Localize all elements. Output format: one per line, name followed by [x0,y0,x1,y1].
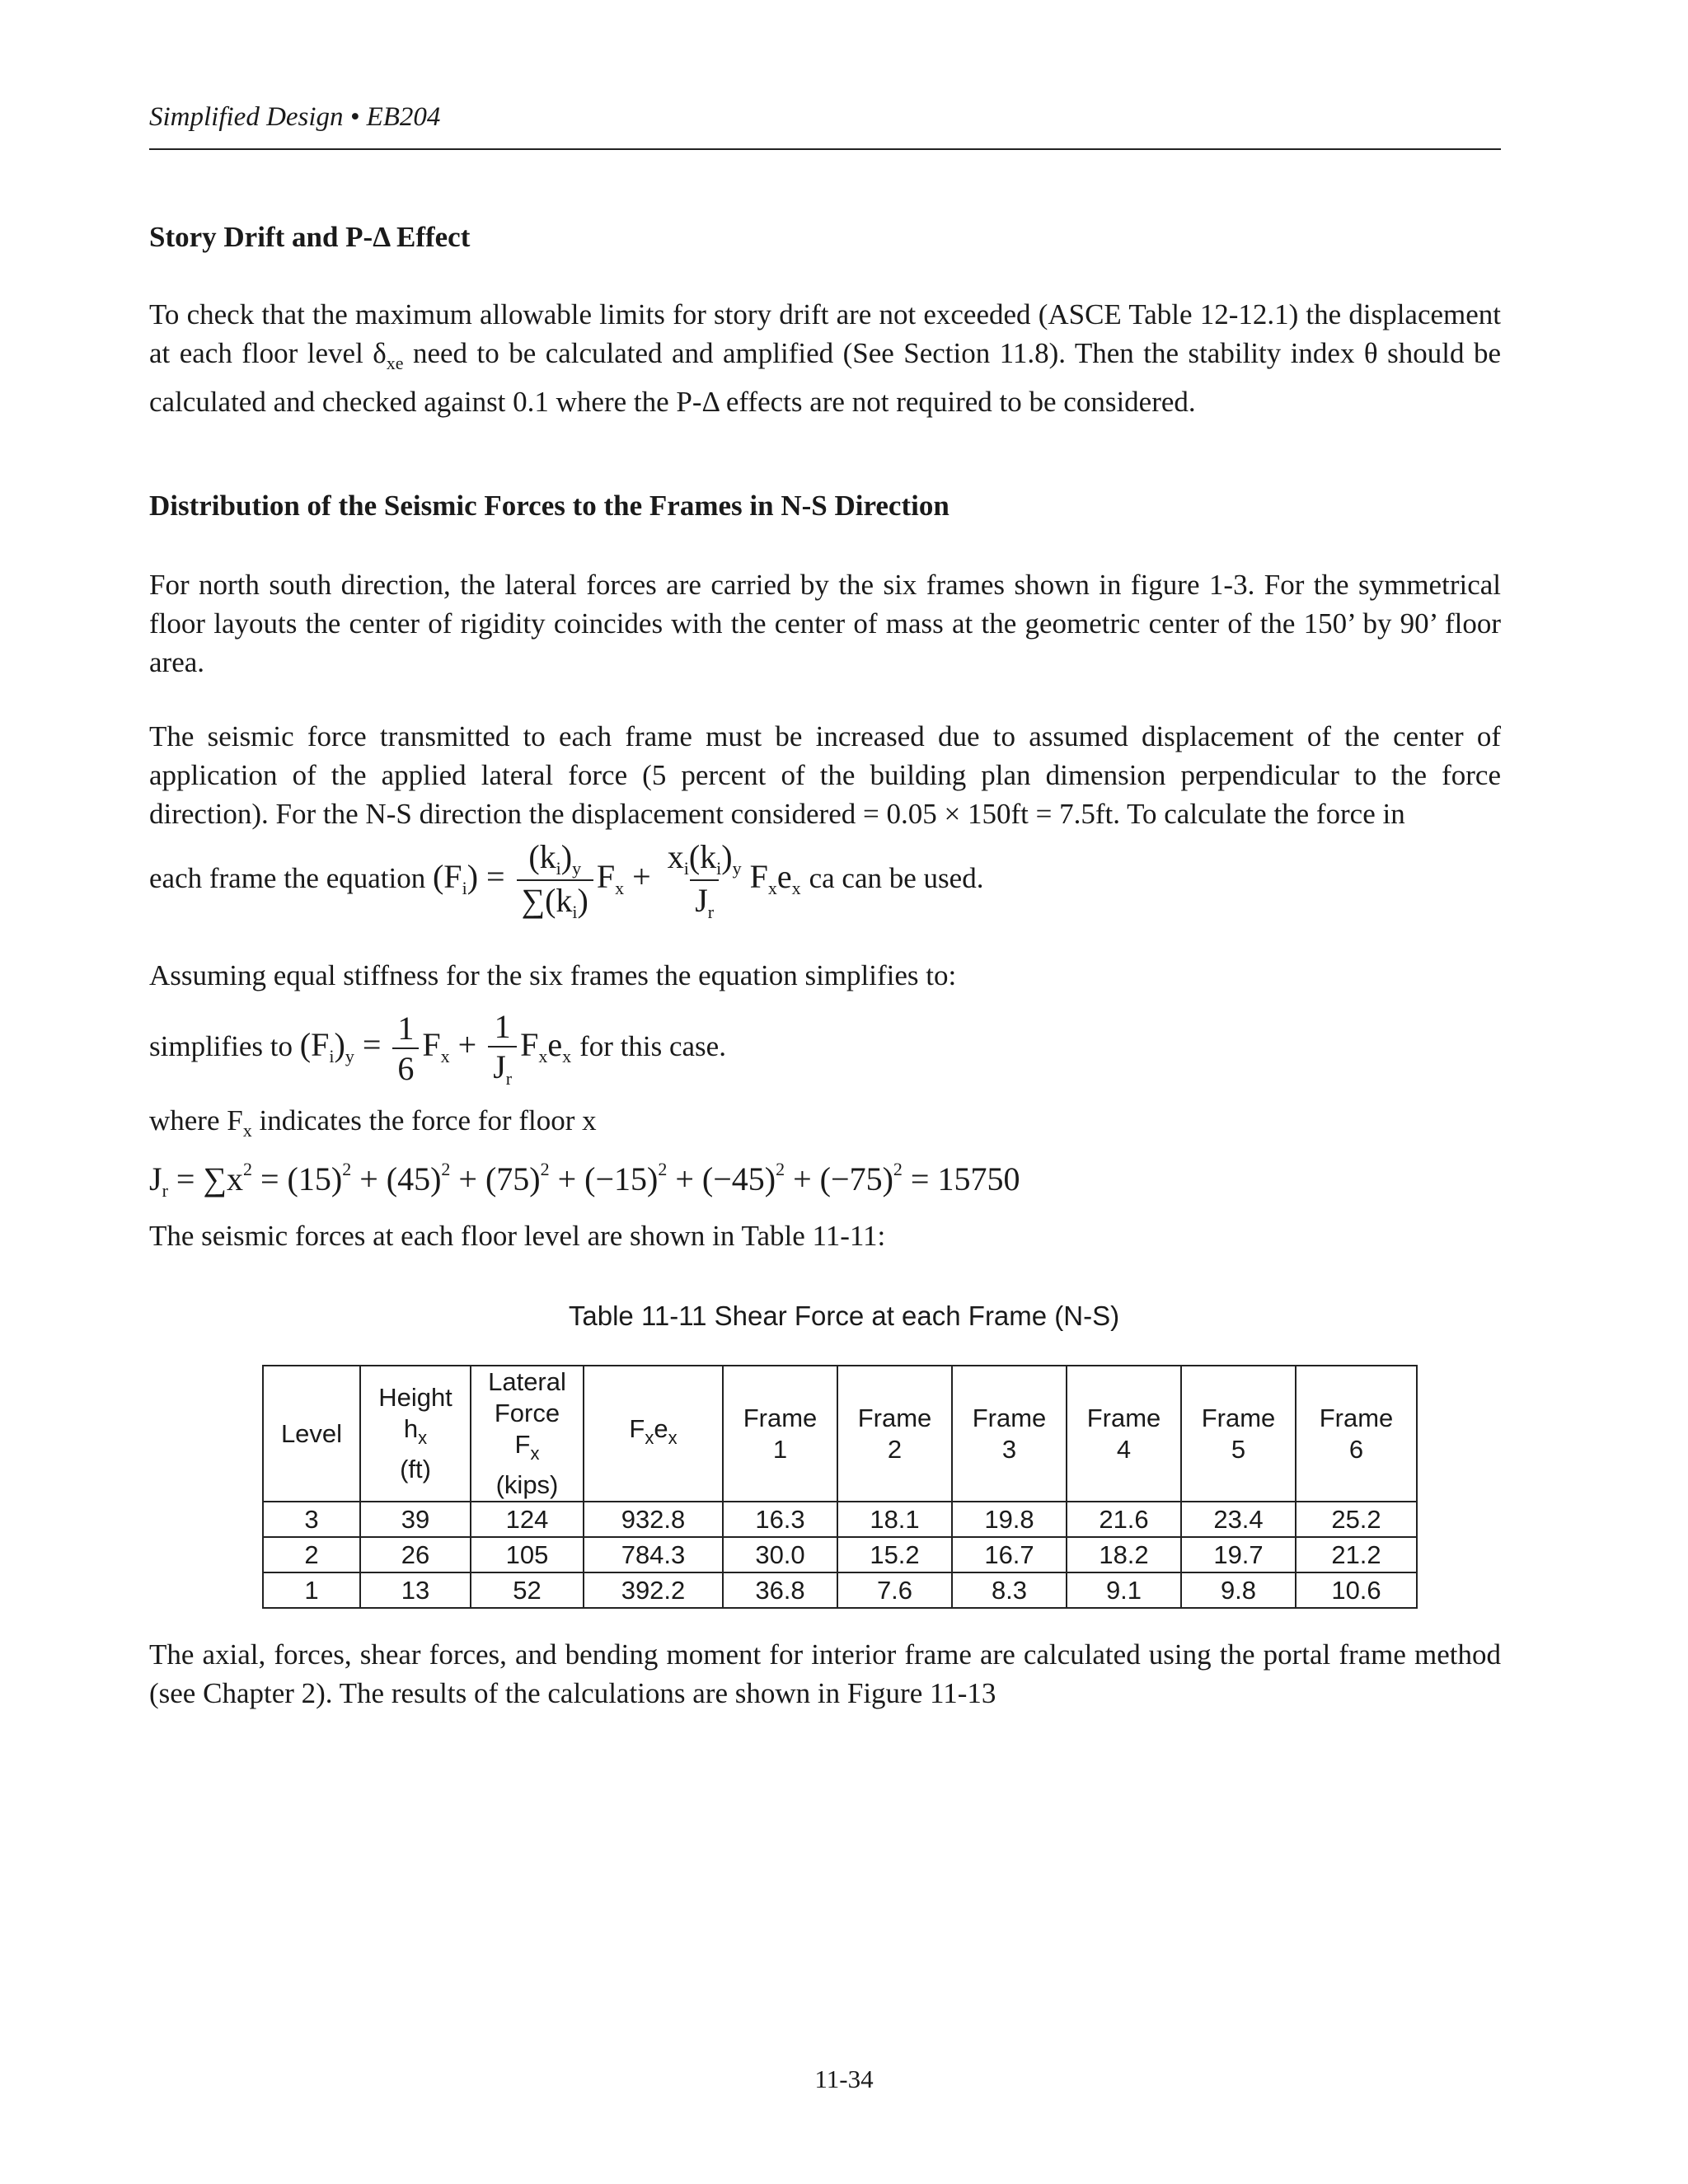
equation-frame-force: each frame the equation $(F_i)$ = $\frac{(k_i)_y}{\sum(k_i)}$ $F_x$ + $\frac{x_i(k_i)_y}{J_r}$ $F_xe_x$ ca can be used. [149,838,984,922]
equation-jr: $J_r = \sum x^2 = (15)^2 + (45)^2 + (75)^2 + (-15)^2 + (-45)^2 + (-75)^2 = 15750$ [149,1159,1020,1201]
page-number: 11-34 [814,2064,874,2093]
table-cell: 18.2 [1067,1537,1181,1572]
table-cell: 30.0 [723,1537,837,1572]
table-cell: 3 [263,1502,360,1537]
table-cell: 9.1 [1067,1572,1181,1608]
table-cell: 18.1 [837,1502,952,1537]
table-cell: 39 [360,1502,471,1537]
paragraph-table-intro: The seismic forces at each floor level are shown in Table 11-11: [149,1220,886,1252]
table-cell: 52 [471,1572,584,1608]
table-cell: 16.3 [723,1502,837,1537]
table-cell: 21.6 [1067,1502,1181,1537]
where-fx-line: where $F_x$ indicates the force for floor x [149,1104,597,1141]
paragraph-portal-method: The axial, forces, shear forces, and bending moment for interior frame are calculated using the portal frame method (see Chapter 2). The results of the calculations are shown in Figure 11-13 [149,1638,1501,1709]
paragraph-equal-stiffness: Assuming equal stiffness for the six frames the equation simplifies to: [149,959,957,991]
table-row [263,1572,1417,1608]
table-cell: 21.2 [1296,1537,1417,1572]
table-cell: 19.8 [952,1502,1067,1537]
table-cell: 10.6 [1296,1572,1417,1608]
table-cell: 2 [263,1537,360,1572]
table-cell: 392.2 [584,1572,723,1608]
table-cell: 25.2 [1296,1502,1417,1537]
table-cell: 784.3 [584,1537,723,1572]
table-cell: 8.3 [952,1572,1067,1608]
table-cell: 124 [471,1502,584,1537]
table-cell: 23.4 [1181,1502,1296,1537]
paragraph-seismic-force: The seismic force transmitted to each frame must be increased due to assumed displacement of the center of application of the applied lateral force (5 percent of the building plan dimension perpendicular to the force direction). For the N-S direction the displacement considered = 0.05 × 150ft = 7.5ft. To calculate the force in [149,720,1501,830]
table-cell: 26 [360,1537,471,1572]
header-fxex: $F_xe_x$ [584,1366,723,1502]
table-cell: 105 [471,1537,584,1572]
table-header-row [263,1366,1417,1502]
section-heading-distribution: Distribution of the Seismic Forces to the Frames in N-S Direction [149,490,950,522]
equation-simplified-form: $(F_i)_y$ = $\frac{1}{6}$ $F_x$ + $\frac{1}{J_r}$ $F_xe_x$ [299,1008,572,1089]
table-cell: 9.8 [1181,1572,1296,1608]
table-cell: 13 [360,1572,471,1608]
header-frame-5: Frame 5 [1181,1366,1296,1502]
header-frame-1: Frame 1 [723,1366,837,1502]
header-frame-6: Frame 6 [1296,1366,1417,1502]
header-frame-3: Frame 3 [952,1366,1067,1502]
table-cell: 15.2 [837,1537,952,1572]
header-frame-4: Frame 4 [1067,1366,1181,1502]
paragraph-north-south: For north south direction, the lateral forces are carried by the six frames shown in figure 1-3. For the symmetrical floor layouts the center of rigidity coincides with the center of mass at the geometric center of the 150’ by 90’ floor area. [149,569,1501,678]
equation-general: $(F_i)$ = $\frac{(k_i)_y}{\sum(k_i)}$ $F_x$ + $\frac{x_i(k_i)_y}{J_r}$ $F_xe_x$ [432,838,801,922]
table-row [263,1537,1417,1572]
table-cell: 36.8 [723,1572,837,1608]
table-cell: 19.7 [1181,1537,1296,1572]
table-cell: 16.7 [952,1537,1067,1572]
header-lateral-force: Lateral Force $F_x$ (kips) [471,1366,584,1502]
header-level: Level [263,1366,360,1502]
header-frame-2: Frame 2 [837,1366,952,1502]
table-caption: Table 11-11 Shear Force at each Frame (N-S) [568,1301,1120,1331]
running-header [149,99,1501,150]
table-cell: 932.8 [584,1502,723,1537]
table-cell: 7.6 [837,1572,952,1608]
table-cell: 1 [263,1572,360,1608]
header-title: Simplified Design • EB204 [149,102,441,132]
equation-simplified: simplifies to $(F_i)_y$ = $\frac{1}{6}$ $F_x$ + $\frac{1}{J_r}$ $F_xe_x$ for this case. [149,1008,726,1089]
header-height: Height $h_x$ (ft) [360,1366,471,1502]
section-heading-story-drift: Story Drift and P-Δ Effect [149,221,471,253]
paragraph-story-drift: To check that the maximum allowable limits for story drift are not exceeded (ASCE Table 12-12.1) the displacement at each floor level $\delta_{xe}$ need to be calculated and amplified (See Section 11.8). Then the stability index θ should be calculated and checked against 0.1 where the P-Δ effects are not required to be considered. [149,298,1501,418]
shear-force-table [262,1365,1418,1609]
table-row [263,1502,1417,1537]
